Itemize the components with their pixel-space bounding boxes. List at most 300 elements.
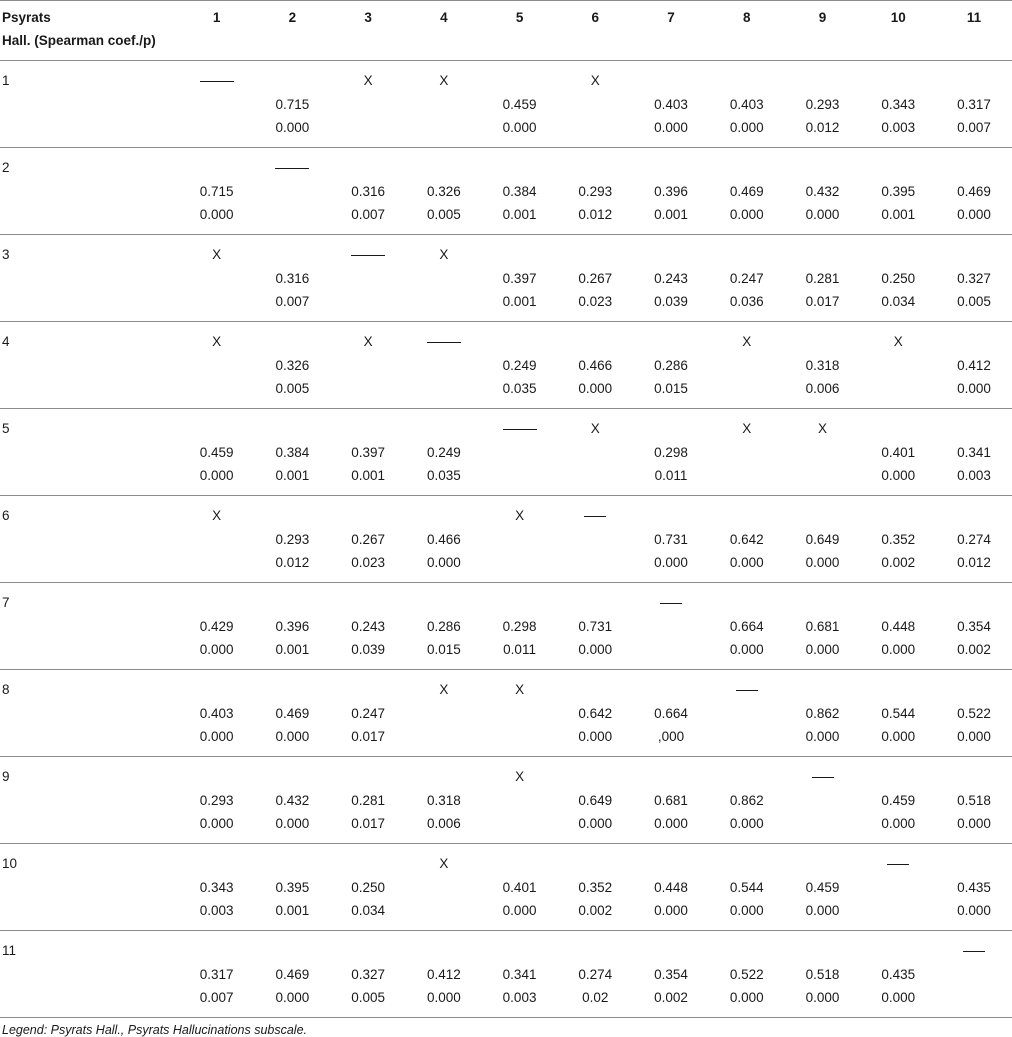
p-value: 0.000 bbox=[957, 207, 991, 222]
table-cell bbox=[482, 583, 558, 670]
row-label: 11 bbox=[2, 943, 17, 958]
spearman-coefficient: 0.459 bbox=[881, 792, 916, 808]
spearman-coefficient: 0.354 bbox=[654, 966, 688, 982]
spearman-coefficient: 0.352 bbox=[578, 879, 613, 895]
p-value: 0.006 bbox=[805, 381, 840, 396]
nonsignificant-mark bbox=[330, 504, 406, 528]
nonsignificant-mark bbox=[709, 69, 785, 93]
nonsignificant-mark bbox=[860, 765, 936, 789]
table-cell bbox=[936, 61, 1012, 148]
nonsignificant-mark bbox=[255, 678, 331, 702]
table-cell bbox=[330, 61, 406, 148]
p-value bbox=[482, 725, 558, 749]
spearman-coefficient: 0.649 bbox=[578, 792, 613, 808]
table-cell bbox=[936, 235, 1012, 322]
spearman-coefficient: 0.459 bbox=[199, 444, 234, 460]
spearman-coefficient bbox=[557, 441, 633, 465]
p-value bbox=[179, 551, 255, 575]
column-header: 3 bbox=[364, 10, 372, 25]
p-value bbox=[406, 377, 482, 401]
row-label: 3 bbox=[2, 247, 10, 262]
nonsignificant-mark bbox=[255, 765, 331, 789]
table-cell bbox=[330, 583, 406, 670]
row-label-cell bbox=[0, 670, 179, 757]
table-cell bbox=[179, 496, 255, 583]
nonsignificant-mark: X bbox=[439, 682, 449, 697]
nonsignificant-mark bbox=[860, 591, 936, 615]
row-label-cell bbox=[0, 844, 179, 931]
table-cell bbox=[709, 757, 785, 844]
diagonal-dash bbox=[633, 591, 709, 615]
table-cell bbox=[179, 409, 255, 496]
spearman-coefficient: 0.326 bbox=[275, 357, 310, 373]
spearman-coefficient: 0.862 bbox=[805, 705, 840, 721]
spearman-coefficient: 0.384 bbox=[502, 183, 537, 199]
table-cell bbox=[255, 496, 331, 583]
spearman-coefficient: 0.274 bbox=[578, 966, 613, 982]
nonsignificant-mark bbox=[633, 852, 709, 876]
table-cell bbox=[936, 583, 1012, 670]
table-header bbox=[0, 1, 1012, 61]
spearman-coefficient: 0.341 bbox=[502, 966, 537, 982]
diagonal-dash bbox=[785, 765, 861, 789]
p-value bbox=[633, 638, 709, 662]
spearman-coefficient bbox=[482, 441, 558, 465]
spearman-coefficient: 0.435 bbox=[881, 966, 916, 982]
column-header: 8 bbox=[743, 10, 751, 25]
nonsignificant-mark bbox=[633, 330, 709, 354]
nonsignificant-mark bbox=[179, 591, 255, 615]
p-value: 0.000 bbox=[805, 990, 840, 1005]
p-value: 0.000 bbox=[275, 990, 310, 1005]
p-value: 0.000 bbox=[729, 120, 764, 135]
spearman-coefficient: 0.681 bbox=[654, 792, 688, 808]
p-value: 0.002 bbox=[957, 642, 991, 657]
nonsignificant-mark bbox=[482, 156, 558, 180]
table-cell bbox=[633, 844, 709, 931]
nonsignificant-mark bbox=[406, 591, 482, 615]
nonsignificant-mark bbox=[936, 243, 1012, 267]
diagonal-dash bbox=[406, 330, 482, 354]
nonsignificant-mark bbox=[633, 156, 709, 180]
table-cell bbox=[179, 148, 255, 235]
spearman-coefficient: 0.469 bbox=[729, 183, 764, 199]
p-value: 0.000 bbox=[729, 642, 764, 657]
row-label-cell bbox=[0, 409, 179, 496]
p-value: 0.000 bbox=[199, 729, 234, 744]
table-cell bbox=[633, 322, 709, 409]
table-cell bbox=[709, 61, 785, 148]
spearman-coefficient: 0.267 bbox=[578, 270, 613, 286]
p-value: 0.034 bbox=[351, 903, 385, 918]
table-cell bbox=[179, 583, 255, 670]
p-value: 0.005 bbox=[957, 294, 991, 309]
spearman-coefficient bbox=[936, 963, 1012, 987]
nonsignificant-mark bbox=[633, 69, 709, 93]
table-cell bbox=[255, 583, 331, 670]
table-cell bbox=[179, 235, 255, 322]
spearman-coefficient: 0.327 bbox=[351, 966, 385, 982]
table-cell bbox=[709, 496, 785, 583]
table-cell bbox=[482, 322, 558, 409]
nonsignificant-mark: X bbox=[515, 508, 525, 523]
table-cell bbox=[406, 757, 482, 844]
spearman-coefficient bbox=[406, 876, 482, 900]
spearman-coefficient: 0.343 bbox=[881, 96, 916, 112]
nonsignificant-mark bbox=[709, 243, 785, 267]
spearman-coefficient bbox=[406, 93, 482, 117]
table-cell bbox=[785, 931, 861, 1018]
nonsignificant-mark bbox=[633, 765, 709, 789]
p-value: 0.000 bbox=[881, 468, 916, 483]
spearman-coefficient: 0.326 bbox=[426, 183, 461, 199]
table-cell bbox=[785, 583, 861, 670]
p-value bbox=[557, 464, 633, 488]
p-value: 0.002 bbox=[654, 990, 688, 1005]
nonsignificant-mark bbox=[330, 678, 406, 702]
spearman-coefficient bbox=[785, 441, 861, 465]
p-value: 0.039 bbox=[351, 642, 385, 657]
table-cell bbox=[482, 235, 558, 322]
table-cell bbox=[406, 148, 482, 235]
nonsignificant-mark bbox=[633, 939, 709, 963]
p-value: 0.007 bbox=[957, 120, 991, 135]
nonsignificant-mark: X bbox=[439, 856, 449, 871]
spearman-coefficient: 0.316 bbox=[275, 270, 310, 286]
table-cell bbox=[330, 757, 406, 844]
nonsignificant-mark bbox=[860, 939, 936, 963]
table-cell bbox=[633, 235, 709, 322]
nonsignificant-mark bbox=[255, 417, 331, 441]
nonsignificant-mark bbox=[255, 591, 331, 615]
table-cell bbox=[179, 61, 255, 148]
p-value: 0.005 bbox=[426, 207, 461, 222]
table-cell bbox=[406, 583, 482, 670]
nonsignificant-mark bbox=[709, 765, 785, 789]
table-cell bbox=[709, 670, 785, 757]
table-row bbox=[0, 409, 1012, 496]
diagonal-dash bbox=[936, 939, 1012, 963]
spearman-coefficient: 0.343 bbox=[199, 879, 234, 895]
p-value: 0.012 bbox=[805, 120, 840, 135]
nonsignificant-mark bbox=[557, 243, 633, 267]
table-cell bbox=[406, 844, 482, 931]
spearman-coefficient: 0.731 bbox=[578, 618, 613, 634]
spearman-coefficient bbox=[709, 441, 785, 465]
spearman-coefficient: 0.247 bbox=[729, 270, 764, 286]
nonsignificant-mark bbox=[785, 504, 861, 528]
p-value: 0.012 bbox=[578, 207, 613, 222]
nonsignificant-mark bbox=[936, 417, 1012, 441]
nonsignificant-mark bbox=[557, 939, 633, 963]
p-value bbox=[179, 377, 255, 401]
spearman-coefficient: 0.293 bbox=[805, 96, 840, 112]
table-cell bbox=[255, 409, 331, 496]
p-value: 0.001 bbox=[351, 468, 385, 483]
nonsignificant-mark bbox=[785, 243, 861, 267]
table-cell bbox=[406, 931, 482, 1018]
p-value bbox=[406, 899, 482, 923]
nonsignificant-mark bbox=[785, 69, 861, 93]
p-value: 0.000 bbox=[805, 903, 840, 918]
table-cell bbox=[860, 844, 936, 931]
row-label: 7 bbox=[2, 595, 10, 610]
nonsignificant-mark bbox=[936, 852, 1012, 876]
table-cell bbox=[709, 235, 785, 322]
dash-mark bbox=[427, 330, 461, 343]
nonsignificant-mark bbox=[330, 156, 406, 180]
table-cell bbox=[255, 322, 331, 409]
p-value bbox=[255, 203, 331, 227]
p-value bbox=[785, 464, 861, 488]
p-value: 0.001 bbox=[881, 207, 916, 222]
nonsignificant-mark bbox=[633, 504, 709, 528]
nonsignificant-mark bbox=[179, 852, 255, 876]
p-value bbox=[709, 464, 785, 488]
p-value bbox=[860, 899, 936, 923]
p-value: 0.015 bbox=[426, 642, 461, 657]
table-cell bbox=[860, 148, 936, 235]
table-row bbox=[0, 496, 1012, 583]
diagonal-dash bbox=[330, 243, 406, 267]
p-value: 0.007 bbox=[275, 294, 310, 309]
diagonal-dash bbox=[179, 69, 255, 93]
spearman-coefficient: 0.327 bbox=[957, 270, 991, 286]
nonsignificant-mark: X bbox=[212, 508, 222, 523]
p-value: 0.000 bbox=[199, 468, 234, 483]
nonsignificant-mark bbox=[179, 678, 255, 702]
nonsignificant-mark bbox=[255, 69, 331, 93]
row-label: 10 bbox=[2, 856, 18, 871]
spearman-coefficient: 0.448 bbox=[654, 879, 688, 895]
column-header: 6 bbox=[591, 10, 600, 25]
row-label: 9 bbox=[2, 769, 10, 784]
nonsignificant-mark bbox=[936, 156, 1012, 180]
spearman-coefficient: 0.396 bbox=[275, 618, 310, 634]
nonsignificant-mark bbox=[179, 417, 255, 441]
column-header: 10 bbox=[890, 10, 906, 25]
table-cell bbox=[482, 61, 558, 148]
table-cell bbox=[633, 409, 709, 496]
diagonal-dash bbox=[860, 852, 936, 876]
p-value: 0.012 bbox=[275, 555, 310, 570]
table-cell bbox=[330, 670, 406, 757]
column-header: 9 bbox=[818, 10, 827, 25]
p-value: 0.003 bbox=[199, 903, 234, 918]
spearman-coefficient: 0.544 bbox=[729, 879, 764, 895]
p-value: 0.000 bbox=[881, 816, 916, 831]
nonsignificant-mark bbox=[557, 678, 633, 702]
spearman-coefficient: 0.267 bbox=[351, 531, 385, 547]
nonsignificant-mark bbox=[936, 765, 1012, 789]
spearman-coefficient: 0.664 bbox=[654, 705, 688, 721]
spearman-coefficient: 0.341 bbox=[957, 444, 991, 460]
table-row bbox=[0, 322, 1012, 409]
p-value: 0.005 bbox=[351, 990, 385, 1005]
spearman-coefficient: 0.432 bbox=[805, 183, 840, 199]
p-value: 0.017 bbox=[805, 294, 840, 309]
p-value: 0.000 bbox=[957, 816, 991, 831]
table-row bbox=[0, 757, 1012, 844]
table-cell bbox=[709, 148, 785, 235]
nonsignificant-mark: X bbox=[590, 73, 600, 88]
p-value bbox=[482, 464, 558, 488]
nonsignificant-mark bbox=[406, 156, 482, 180]
p-value bbox=[179, 290, 255, 314]
p-value: 0.000 bbox=[275, 120, 310, 135]
table-cell bbox=[709, 931, 785, 1018]
spearman-coefficient: 0.518 bbox=[805, 966, 840, 982]
spearman-coefficient: 0.249 bbox=[426, 444, 461, 460]
table-cell bbox=[936, 844, 1012, 931]
table-cell bbox=[179, 757, 255, 844]
spearman-coefficient bbox=[633, 615, 709, 639]
spearman-coefficient: 0.429 bbox=[199, 618, 234, 634]
p-value: 0.000 bbox=[199, 816, 234, 831]
nonsignificant-mark bbox=[709, 591, 785, 615]
spearman-coefficient: 0.243 bbox=[351, 618, 385, 634]
p-value: 0.000 bbox=[199, 642, 234, 657]
row-label-cell bbox=[0, 496, 179, 583]
p-value: 0.001 bbox=[654, 207, 688, 222]
dash-mark bbox=[660, 591, 682, 604]
row-label-cell bbox=[0, 931, 179, 1018]
nonsignificant-mark bbox=[330, 591, 406, 615]
p-value: 0.000 bbox=[654, 555, 688, 570]
spearman-coefficient bbox=[482, 789, 558, 813]
nonsignificant-mark bbox=[557, 591, 633, 615]
nonsignificant-mark bbox=[482, 330, 558, 354]
p-value: 0.000 bbox=[275, 729, 310, 744]
p-value: 0.000 bbox=[805, 555, 840, 570]
p-value: 0.003 bbox=[957, 468, 991, 483]
nonsignificant-mark: X bbox=[590, 421, 600, 436]
table-cell bbox=[785, 322, 861, 409]
table-cell bbox=[482, 757, 558, 844]
dash-mark bbox=[736, 678, 758, 691]
column-header: 11 bbox=[966, 10, 982, 25]
spearman-coefficient: 0.403 bbox=[729, 96, 764, 112]
spearman-coefficient: 0.317 bbox=[199, 966, 234, 982]
table-cell bbox=[785, 148, 861, 235]
column-header: 7 bbox=[667, 10, 675, 25]
column-header: 5 bbox=[515, 10, 524, 25]
table-cell bbox=[179, 322, 255, 409]
column-header: 1 bbox=[212, 10, 221, 25]
table-body bbox=[0, 61, 1012, 1018]
table-cell bbox=[255, 844, 331, 931]
p-value: 0.002 bbox=[881, 555, 916, 570]
nonsignificant-mark bbox=[860, 243, 936, 267]
row-label: 5 bbox=[2, 421, 10, 436]
nonsignificant-mark bbox=[860, 504, 936, 528]
corner-header bbox=[0, 1, 179, 61]
nonsignificant-mark bbox=[785, 591, 861, 615]
dash-mark bbox=[351, 243, 385, 256]
spearman-coefficient: 0.401 bbox=[881, 444, 916, 460]
dash-mark bbox=[200, 69, 234, 82]
p-value bbox=[330, 290, 406, 314]
spearman-coefficient: 0.316 bbox=[351, 183, 385, 199]
table-cell bbox=[179, 931, 255, 1018]
table-row bbox=[0, 670, 1012, 757]
spearman-coefficient: 0.247 bbox=[351, 705, 385, 721]
spearman-coefficient bbox=[255, 180, 331, 204]
p-value: 0.000 bbox=[957, 903, 991, 918]
table-cell bbox=[785, 670, 861, 757]
p-value: 0.039 bbox=[654, 294, 688, 309]
table-cell bbox=[482, 148, 558, 235]
table-cell bbox=[406, 409, 482, 496]
p-value: 0.000 bbox=[654, 903, 688, 918]
table-cell bbox=[936, 322, 1012, 409]
spearman-coefficient: 0.518 bbox=[957, 792, 991, 808]
spearman-coefficient bbox=[482, 528, 558, 552]
nonsignificant-mark bbox=[709, 156, 785, 180]
table-cell bbox=[557, 844, 633, 931]
table-cell bbox=[860, 61, 936, 148]
nonsignificant-mark bbox=[860, 69, 936, 93]
spearman-coefficient: 0.642 bbox=[578, 705, 613, 721]
spearman-coefficient: 0.459 bbox=[805, 879, 840, 895]
table-cell bbox=[557, 235, 633, 322]
nonsignificant-mark bbox=[785, 678, 861, 702]
table-cell bbox=[936, 757, 1012, 844]
p-value: ,000 bbox=[657, 729, 685, 744]
nonsignificant-mark bbox=[557, 156, 633, 180]
p-value bbox=[709, 377, 785, 401]
nonsignificant-mark bbox=[406, 765, 482, 789]
table-row bbox=[0, 583, 1012, 670]
nonsignificant-mark bbox=[936, 591, 1012, 615]
p-value: 0.000 bbox=[881, 729, 916, 744]
nonsignificant-mark bbox=[633, 678, 709, 702]
nonsignificant-mark bbox=[709, 852, 785, 876]
p-value: 0.000 bbox=[275, 816, 310, 831]
spearman-coefficient: 0.396 bbox=[654, 183, 688, 199]
p-value: 0.000 bbox=[881, 990, 916, 1005]
p-value: 0.000 bbox=[578, 642, 613, 657]
table-cell bbox=[633, 496, 709, 583]
table-cell bbox=[936, 409, 1012, 496]
nonsignificant-mark: X bbox=[742, 334, 752, 349]
p-value bbox=[482, 812, 558, 836]
p-value: 0.000 bbox=[729, 555, 764, 570]
nonsignificant-mark: X bbox=[515, 769, 525, 784]
table-cell bbox=[330, 322, 406, 409]
table-cell bbox=[860, 670, 936, 757]
row-label-cell bbox=[0, 583, 179, 670]
spearman-coefficient: 0.731 bbox=[654, 531, 688, 547]
spearman-coefficient bbox=[406, 354, 482, 378]
table-cell bbox=[482, 496, 558, 583]
p-value: 0.000 bbox=[578, 816, 613, 831]
table-cell bbox=[330, 496, 406, 583]
spearman-coefficient: 0.397 bbox=[351, 444, 385, 460]
table-cell bbox=[406, 322, 482, 409]
table-cell bbox=[406, 61, 482, 148]
corner-header-line2: Hall. (Spearman coef./p) bbox=[2, 33, 156, 48]
spearman-coefficient bbox=[557, 528, 633, 552]
spearman-coefficient bbox=[785, 789, 861, 813]
nonsignificant-mark bbox=[785, 156, 861, 180]
spearman-coefficient: 0.681 bbox=[805, 618, 840, 634]
spearman-coefficient: 0.274 bbox=[957, 531, 991, 547]
row-label: 8 bbox=[2, 682, 10, 697]
spearman-coefficient: 0.469 bbox=[275, 705, 310, 721]
p-value: 0.017 bbox=[351, 729, 385, 744]
p-value: 0.001 bbox=[502, 294, 537, 309]
